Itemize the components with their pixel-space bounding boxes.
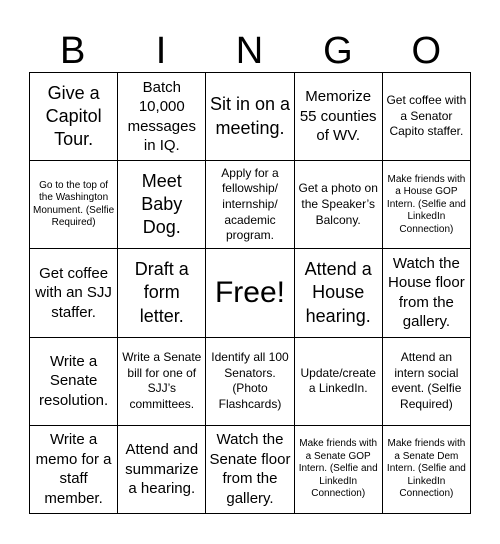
bingo-grid bbox=[29, 72, 471, 514]
bingo-cell[interactable]: Apply for a fellowship/ internship/ academic program. bbox=[206, 161, 294, 249]
bingo-cell[interactable]: Get coffee with an SJJ staffer. bbox=[30, 249, 118, 337]
bingo-cell[interactable]: Get a photo on the Speaker’s Balcony. bbox=[295, 161, 383, 249]
bingo-cell[interactable]: Meet Baby Dog. bbox=[118, 161, 206, 249]
bingo-cell[interactable]: Give a Capitol Tour. bbox=[30, 73, 118, 161]
bingo-cell[interactable]: Get coffee with a Senator Capito staffer. bbox=[383, 73, 471, 161]
free-space-cell[interactable]: Free! bbox=[206, 249, 294, 337]
bingo-cell[interactable]: Watch the Senate floor from the gallery. bbox=[206, 426, 294, 514]
header-letter-o: O bbox=[411, 30, 443, 72]
bingo-header bbox=[29, 30, 471, 72]
bingo-cell[interactable]: Make friends with a Senate Dem Intern. (Selfie and LinkedIn Connection) bbox=[383, 426, 471, 514]
bingo-cell[interactable]: Go to the top of the Washington Monument. (Selfie Required) bbox=[30, 161, 118, 249]
bingo-cell[interactable]: Attend and summarize a hearing. bbox=[118, 426, 206, 514]
bingo-cell[interactable]: Make friends with a House GOP Intern. (Selfie and LinkedIn Connection) bbox=[383, 161, 471, 249]
bingo-cell[interactable]: Update/create a LinkedIn. bbox=[295, 338, 383, 426]
bingo-cell[interactable]: Write a Senate resolution. bbox=[30, 338, 118, 426]
header-letter-b: B bbox=[60, 30, 87, 72]
bingo-cell[interactable]: Make friends with a Senate GOP Intern. (Selfie and LinkedIn Connection) bbox=[295, 426, 383, 514]
bingo-cell[interactable]: Attend a House hearing. bbox=[295, 249, 383, 337]
bingo-cell[interactable]: Batch 10,000 messages in IQ. bbox=[118, 73, 206, 161]
header-letter-g: G bbox=[323, 30, 354, 72]
bingo-cell[interactable]: Memorize 55 counties of WV. bbox=[295, 73, 383, 161]
bingo-cell[interactable]: Write a memo for a staff member. bbox=[30, 426, 118, 514]
bingo-cell[interactable]: Write a Senate bill for one of SJJ’s committees. bbox=[118, 338, 206, 426]
bingo-cell[interactable]: Sit in on a meeting. bbox=[206, 73, 294, 161]
bingo-cell[interactable]: Attend an intern social event. (Selfie Required) bbox=[383, 338, 471, 426]
bingo-cell[interactable]: Identify all 100 Senators. (Photo Flashcards) bbox=[206, 338, 294, 426]
header-letter-i: I bbox=[155, 30, 168, 72]
bingo-cell[interactable]: Draft a form letter. bbox=[118, 249, 206, 337]
bingo-cell[interactable]: Watch the House floor from the gallery. bbox=[383, 249, 471, 337]
header-letter-n: N bbox=[235, 30, 265, 72]
